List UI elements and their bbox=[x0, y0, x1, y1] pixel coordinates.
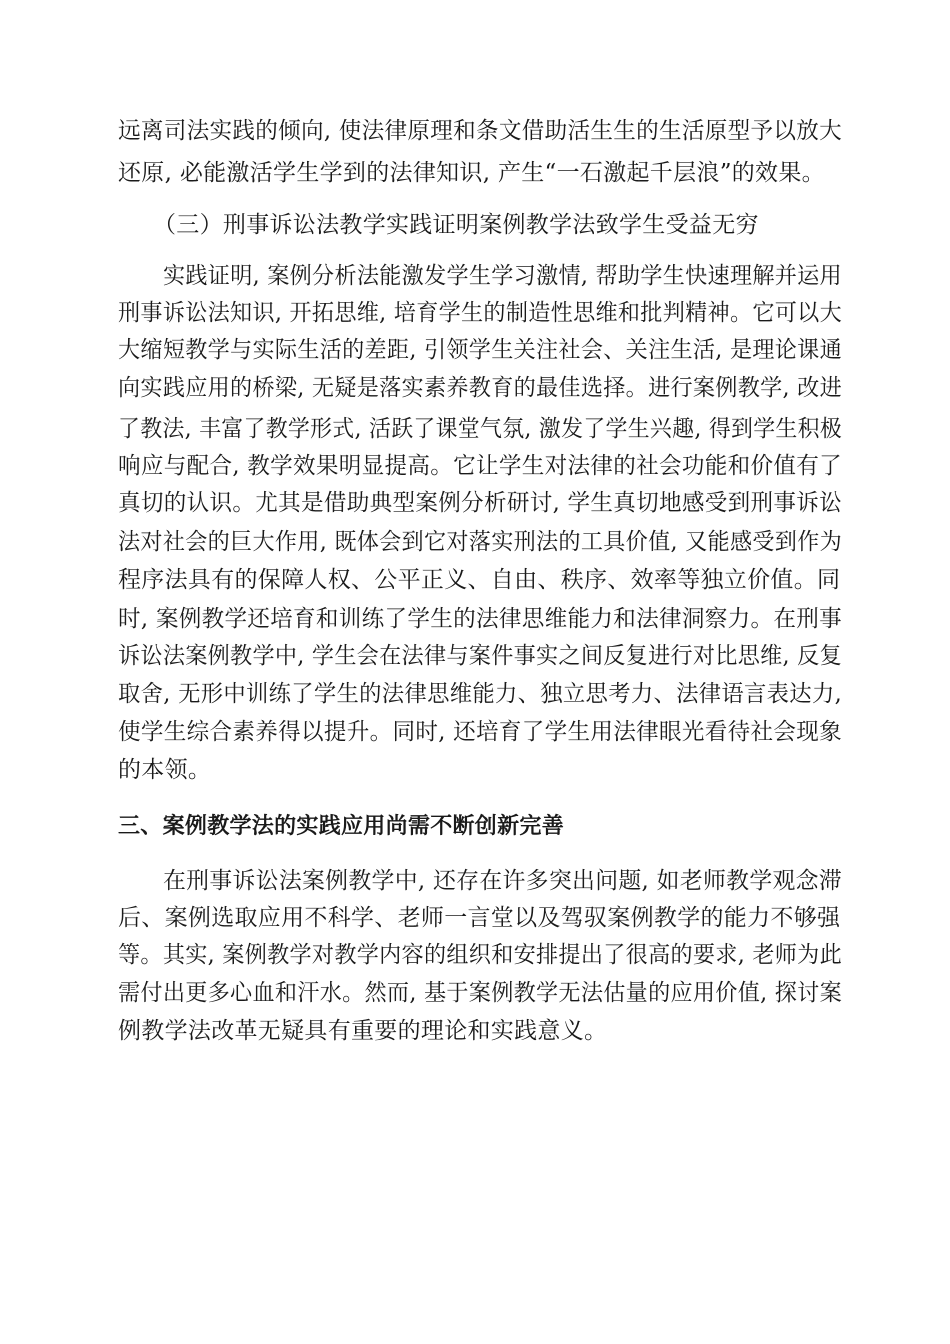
paragraph-line: 刑事诉讼法知识, 开拓思维, 培育学生的制造性思维和批判精神。它可以大 bbox=[118, 300, 842, 326]
paragraph-line: 响应与配合, 教学效果明显提高。它让学生对法律的社会功能和价值有了 bbox=[118, 453, 843, 479]
paragraph-line: 取舍, 无形中训练了学生的法律思维能力、独立思考力、法律语言表达力, bbox=[118, 681, 842, 707]
subheading: （三）刑事诉讼法教学实践证明案例教学法致学生受益无穷 bbox=[153, 212, 759, 238]
paragraph-line: 远离司法实践的倾向, 使法律原理和条文借助活生生的生活原型予以放大 bbox=[118, 118, 843, 144]
paragraph-line: 诉讼法案例教学中, 学生会在法律与案件事实之间反复进行对比思维, 反复 bbox=[118, 643, 842, 669]
paragraph-line: 等。其实, 案例教学对教学内容的组织和安排提出了很高的要求, 老师为此 bbox=[118, 942, 842, 968]
section-heading: 三、案例教学法的实践应用尚需不断创新完善 bbox=[118, 814, 565, 839]
paragraph-line: 法对社会的巨大作用, 既体会到它对落实刑法的工具价值, 又能感受到作为 bbox=[118, 529, 842, 555]
paragraph-line: 实践证明, 案例分析法能激发学生学习激情, 帮助学生快速理解并运用 bbox=[163, 263, 842, 289]
paragraph-line: 时, 案例教学还培育和训练了学生的法律思维能力和法律洞察力。在刑事 bbox=[118, 606, 843, 632]
paragraph-line: 例教学法改革无疑具有重要的理论和实践意义。 bbox=[118, 1018, 608, 1044]
paragraph-line: 使学生综合素养得以提升。同时, 还培育了学生用法律眼光看待社会现象 bbox=[118, 719, 843, 745]
paragraph-line: 大缩短教学与实际生活的差距, 引领学生关注社会、关注生活, 是理论课通 bbox=[118, 337, 842, 363]
paragraph-line: 程序法具有的保障人权、公平正义、自由、秩序、效率等独立价值。同 bbox=[118, 567, 841, 593]
paragraph-line: 向实践应用的桥梁, 无疑是落实素养教育的最佳选择。进行案例教学, 改进 bbox=[118, 375, 842, 401]
paragraph-line: 在刑事诉讼法案例教学中, 还存在许多突出问题, 如老师教学观念滞 bbox=[163, 868, 843, 894]
paragraph-line: 真切的认识。尤其是借助典型案例分析研讨, 学生真切地感受到刑事诉讼 bbox=[118, 490, 843, 516]
paragraph-line: 还原, 必能激活学生学到的法律知识, 产生“一石激起千层浪”的效果。 bbox=[118, 160, 825, 186]
paragraph-line: 后、案例选取应用不科学、老师一言堂以及驾驭案例教学的能力不够强 bbox=[118, 905, 841, 931]
paragraph-line: 的本领。 bbox=[118, 757, 212, 783]
paragraph-line: 需付出更多心血和汗水。然而, 基于案例教学无法估量的应用价值, 探讨案 bbox=[118, 980, 842, 1006]
paragraph-line: 了教法, 丰富了教学形式, 活跃了课堂气氛, 激发了学生兴趣, 得到学生积极 bbox=[118, 416, 843, 442]
